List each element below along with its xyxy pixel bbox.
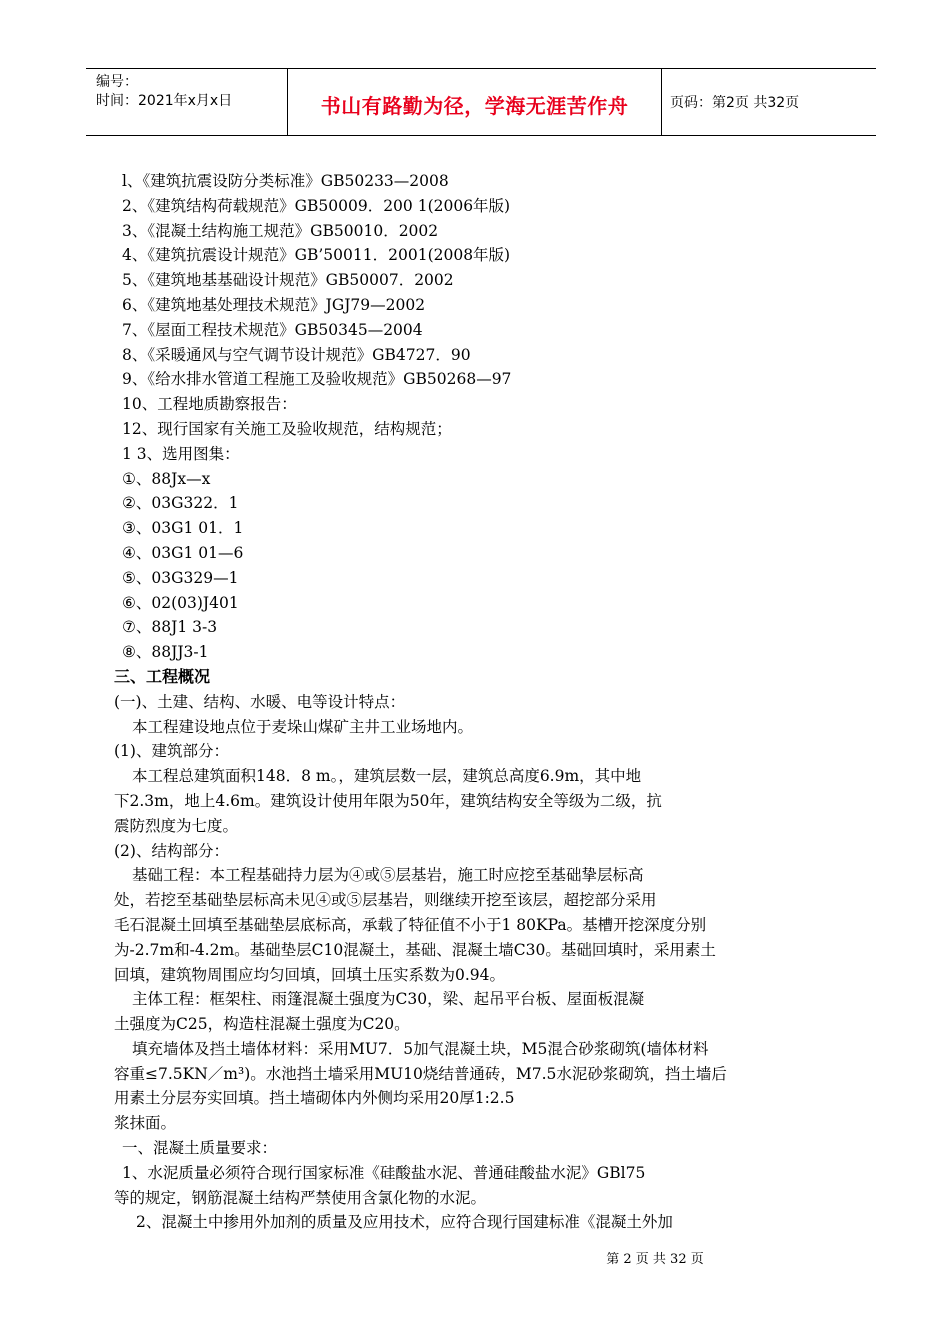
header-motto-cell: [288, 69, 662, 135]
foundation-paragraph: [114, 863, 854, 987]
paragraph-line: 毛石混凝土回填至基础垫层底标高，承载了特征值不小于1 80KPa。基槽开挖深度分别: [114, 915, 707, 934]
paragraph-line: 主体工程：框架柱、雨篷混凝土强度为C30，梁、起吊平台板、屋面板混凝: [132, 990, 645, 1009]
standard-item: 6、《建筑地基处理技术规范》JGJ79—2002: [122, 295, 426, 314]
standard-item: 5、《建筑地基基础设计规范》GB50007．2002: [122, 271, 454, 290]
paragraph-line: 土强度为C25，构造柱混凝土强度为C20。: [114, 1015, 410, 1034]
atlas-item: ⑦、88J1 3-3: [122, 618, 218, 637]
standard-item: 4、《建筑抗震设计规范》GB’50011．2001(2008年版): [122, 246, 511, 265]
paragraph-line: 为-2.7m和-4.2m。基础垫层C10混凝土，基础、混凝土墙C30。基础回填时，采用素土: [114, 940, 716, 959]
standard-item: 3、《混凝土结构施工规范》GB50010．2002: [122, 221, 439, 240]
document-body: [114, 169, 854, 1235]
header-meta: [86, 69, 288, 135]
paragraph-line: 浆抹面。: [114, 1114, 177, 1133]
atlas-list: [114, 467, 854, 665]
paragraph-line: 本工程总建筑面积148．8 m。，建筑层数一层，建筑总高度6.9m，其中地: [132, 767, 642, 786]
paragraph-line: 下2.3m，地上4.6m。建筑设计使用年限为50年，建筑结构安全等级为二级，抗: [114, 791, 662, 810]
atlas-item: ①、88Jx—x: [122, 469, 211, 488]
atlas-item: ④、03G1 01—6: [122, 543, 244, 562]
atlas-item: ③、03G1 01．1: [122, 519, 244, 538]
standard-item: 10、工程地质勘察报告：: [122, 395, 297, 414]
standard-item: 2、《建筑结构荷载规范》GB50009．200 1(2006年版): [122, 196, 511, 215]
paragraph-line: 回填，建筑物周围应均匀回填，回填土压实系数为0.94。: [114, 965, 506, 984]
wall-material-paragraph: [114, 1037, 854, 1136]
architecture-paragraph: [114, 764, 854, 838]
standard-item: 7、《屋面工程技术规范》GB50345—2004: [122, 320, 423, 339]
atlas-item: ⑥、02(03)J401: [122, 593, 239, 612]
header-motto: 书山有路勤为径，学海无涯苦作舟: [320, 93, 629, 118]
requirement-1-paragraph: [114, 1161, 854, 1211]
location-paragraph: 本工程建设地点位于麦垛山煤矿主井工业场地内。: [132, 717, 474, 736]
atlas-item: ⑤、03G329—1: [122, 568, 239, 587]
paragraph-line: 基础工程：本工程基础持力层为④或⑤层基岩，施工时应挖至基础挚层标高: [132, 866, 644, 885]
standard-item: 8、《采暖通风与空气调节设计规范》GB4727．90: [122, 345, 471, 364]
atlas-item: ⑧、88JJ3-1: [122, 643, 209, 662]
design-features-heading: (一)、土建、结构、水暖、电等设计特点：: [114, 692, 406, 711]
architecture-heading: (1)、建筑部分：: [114, 742, 229, 761]
standard-item: 9、《给水排水管道工程施工及验收规范》GB50268—97: [122, 370, 512, 389]
requirement-2-line: 2、混凝土中掺用外加剂的质量及应用技术，应符合现行国建标准《混凝土外加: [136, 1213, 673, 1232]
document-time-label: 时间：2021年x月x日: [96, 93, 233, 109]
page-footer: [0, 1248, 950, 1267]
standard-item: 12、现行国家有关施工及验收规范，结构规范；: [122, 419, 452, 438]
paragraph-line: 填充墙体及挡土墙体材料：采用MU7．5加气混凝土块，M5混合砂浆砌筑(墙体材料: [132, 1039, 709, 1058]
paragraph-line: 1、水泥质量必须符合现行国家标准《硅酸盐水泥、普通硅酸盐水泥》GBl75: [122, 1163, 646, 1182]
paragraph-line: 等的规定，钢筋混凝土结构严禁使用含氯化物的水泥。: [114, 1188, 487, 1207]
standard-item: l、《建筑抗震设防分类标准》GB50233—2008: [122, 172, 449, 190]
page-header: [86, 68, 876, 136]
document-number-label: 编号：: [96, 74, 138, 90]
paragraph-line: 震防烈度为七度。: [114, 816, 239, 835]
atlas-item: ②、03G322．1: [122, 494, 239, 513]
paragraph-line: 用素土分层夯实回填。挡土墙砌体内外侧均采用20厚1:2.5: [114, 1089, 515, 1108]
structure-heading: (2)、结构部分：: [114, 841, 229, 860]
footer-page-number: 第 2 页 共 32 页: [606, 1252, 704, 1267]
header-page-cell: [662, 69, 876, 135]
header-page-info: 页码：第2页 共32页: [670, 95, 800, 111]
main-structure-paragraph: [114, 987, 854, 1037]
standard-item: 1 3、选用图集：: [122, 444, 240, 463]
paragraph-line: 处，若挖至基础垫层标高未见④或⑤层基岩，则继续开挖至该层，超挖部分采用: [114, 891, 657, 910]
section-heading: 三、工程概况: [114, 666, 211, 686]
concrete-quality-heading: 一、混凝土质量要求：: [122, 1139, 278, 1158]
paragraph-line: 容重≤7.5KN／m³)。水池挡土墙采用MU10烧结普通砖，M7.5水泥砂浆砌筑，挡土墙后: [114, 1064, 727, 1083]
standards-list: [114, 169, 854, 467]
